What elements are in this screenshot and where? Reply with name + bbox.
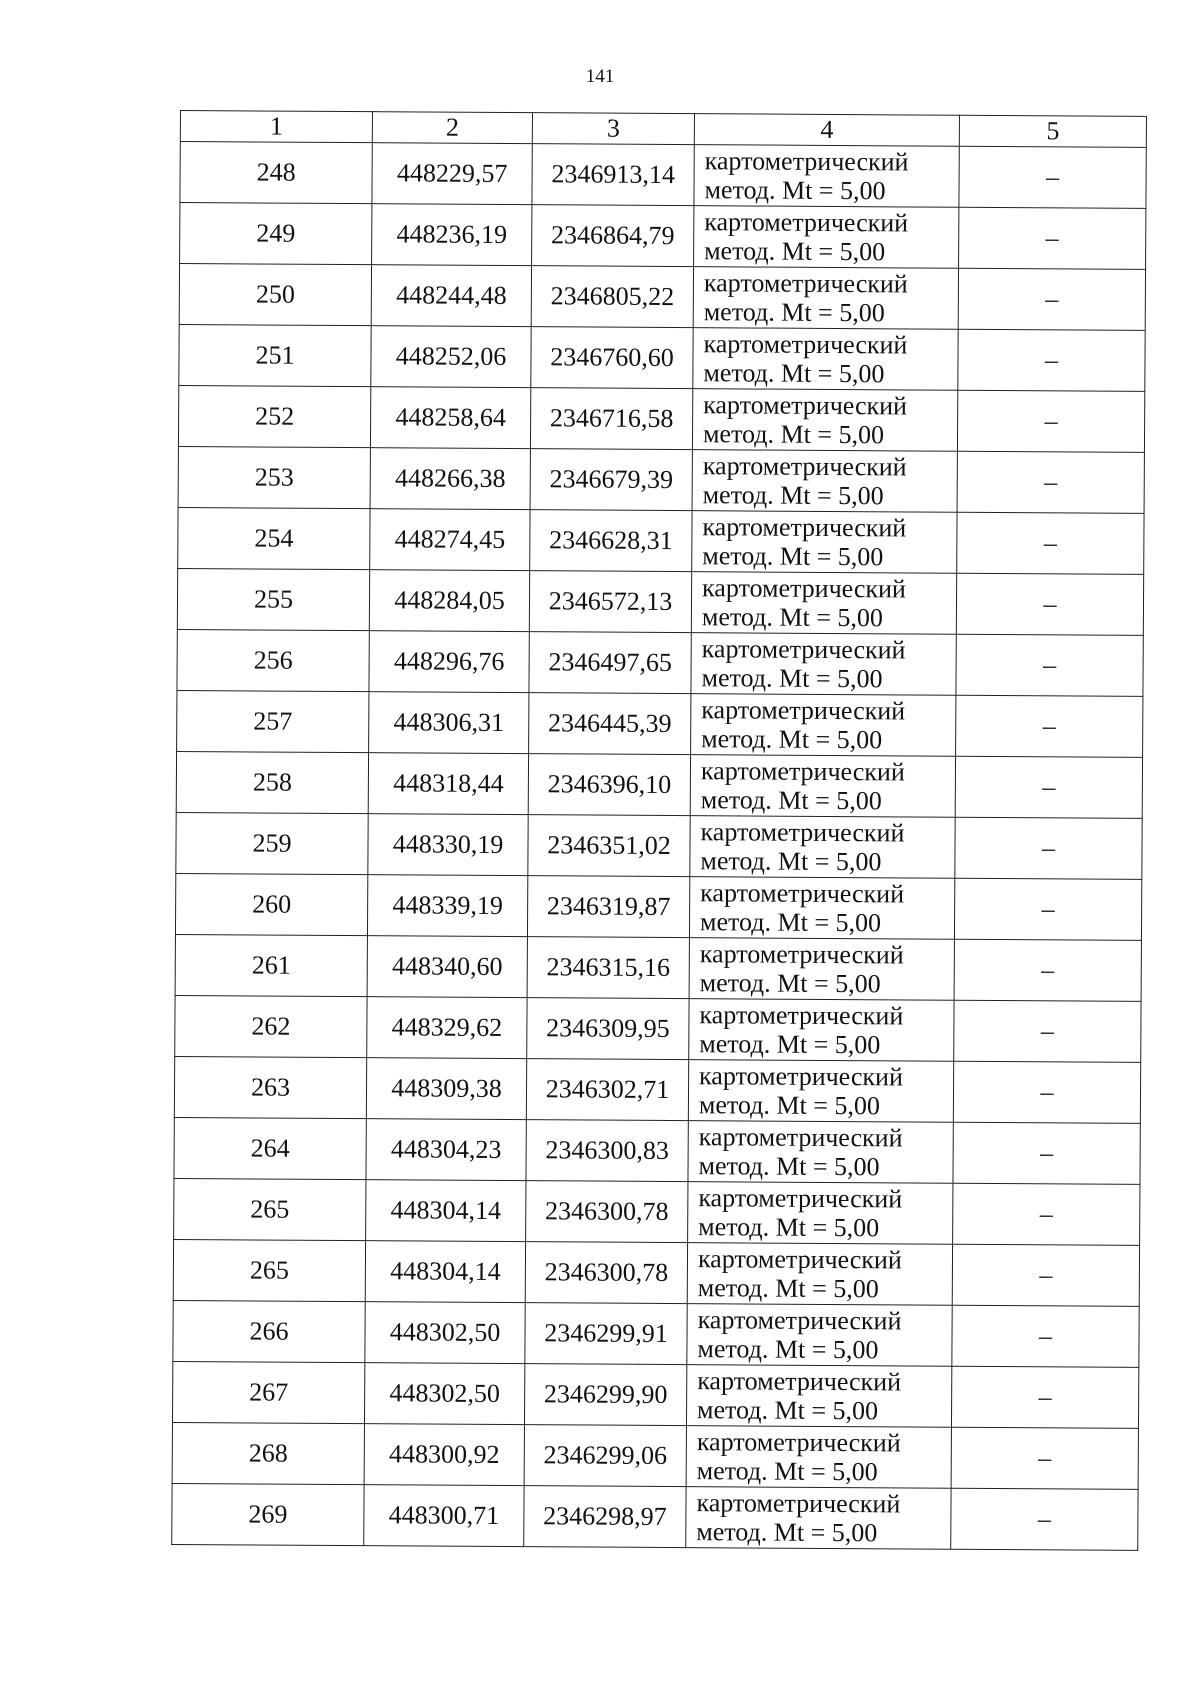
y-coordinate-cell: 2346864,79 [532, 205, 694, 267]
point-number-cell: 259 [176, 812, 368, 874]
method-cell [686, 1487, 951, 1550]
note-cell: – [951, 1488, 1138, 1550]
method-cell [689, 999, 954, 1062]
y-coordinate-cell: 2346298,97 [524, 1486, 686, 1548]
method-line-2: метод. Mt = 5,00 [704, 175, 886, 206]
note-cell: – [957, 451, 1144, 513]
table-row [173, 1239, 1139, 1306]
table-row [178, 446, 1144, 513]
table-row [179, 324, 1145, 391]
table-row [174, 1178, 1140, 1245]
x-coordinate-cell: 448302,50 [364, 1363, 524, 1425]
point-number-cell: 267 [172, 1361, 364, 1423]
method-line-2: метод. Mt = 5,00 [700, 785, 882, 816]
method-cell [691, 694, 956, 757]
point-number-cell: 254 [178, 507, 370, 569]
header-cell-3: 3 [532, 113, 694, 145]
method-line-1: картометрический [702, 451, 907, 482]
method-line-1: картометрический [698, 1122, 903, 1153]
method-line-2: метод. Mt = 5,00 [703, 297, 885, 328]
table-row [175, 995, 1141, 1062]
y-coordinate-cell: 2346299,90 [524, 1364, 686, 1426]
point-number-cell: 255 [177, 568, 369, 630]
method-cell [692, 511, 957, 574]
point-number-cell: 264 [174, 1117, 366, 1179]
method-cell [690, 816, 955, 879]
point-number-cell: 249 [180, 203, 372, 265]
method-line-1: картометрический [703, 268, 908, 299]
point-number-cell: 257 [177, 690, 369, 752]
method-line-2: метод. Mt = 5,00 [697, 1273, 879, 1304]
table-row [178, 507, 1144, 574]
method-line-2: метод. Mt = 5,00 [698, 1090, 881, 1121]
note-cell: – [953, 1061, 1140, 1123]
x-coordinate-cell: 448309,38 [366, 1058, 526, 1120]
y-coordinate-cell: 2346445,39 [529, 693, 691, 755]
x-coordinate-cell: 448296,76 [369, 631, 529, 693]
method-line-2: метод. Mt = 5,00 [699, 907, 882, 938]
method-cell [692, 389, 957, 452]
table-row [179, 264, 1145, 331]
y-coordinate-cell: 2346319,87 [527, 876, 689, 938]
method-line-1: картометрический [702, 573, 906, 604]
y-coordinate-cell: 2346760,60 [531, 327, 693, 389]
note-cell: – [958, 268, 1145, 330]
note-cell: – [951, 1366, 1138, 1428]
y-coordinate-cell: 2346497,65 [529, 632, 691, 694]
note-cell: – [957, 512, 1144, 574]
x-coordinate-cell: 448306,31 [369, 692, 529, 754]
table-row [176, 812, 1142, 879]
x-coordinate-cell: 448318,44 [368, 753, 528, 815]
x-coordinate-cell: 448304,14 [365, 1241, 525, 1303]
y-coordinate-cell: 2346300,78 [525, 1242, 687, 1304]
method-line-2: метод. Mt = 5,00 [696, 1456, 878, 1487]
table-row [177, 629, 1143, 696]
point-number-cell: 263 [174, 1056, 366, 1118]
note-cell: – [953, 1183, 1140, 1245]
note-cell: – [956, 573, 1143, 635]
note-cell: – [954, 1000, 1141, 1062]
y-coordinate-cell: 2346716,58 [530, 388, 692, 450]
x-coordinate-cell: 448329,62 [367, 997, 527, 1059]
method-line-2: метод. Mt = 5,00 [701, 724, 883, 755]
x-coordinate-cell: 448302,50 [365, 1302, 525, 1364]
table-row [173, 1300, 1139, 1367]
y-coordinate-cell: 2346302,71 [526, 1059, 688, 1121]
method-cell [686, 1426, 951, 1489]
y-coordinate-cell: 2346309,95 [527, 998, 689, 1060]
method-line-1: картометрический [699, 1061, 904, 1092]
y-coordinate-cell: 2346315,16 [527, 937, 689, 999]
method-cell [691, 572, 956, 635]
method-line-1: картометрический [699, 939, 904, 970]
header-cell-5: 5 [959, 115, 1146, 147]
method-cell [689, 938, 954, 1001]
method-line-2: метод. Mt = 5,00 [698, 1151, 880, 1182]
coordinates-table [171, 110, 1147, 1551]
method-line-2: метод. Mt = 5,00 [702, 419, 885, 450]
note-cell: – [958, 329, 1145, 391]
table-row [175, 873, 1141, 940]
table-row [176, 751, 1142, 818]
point-number-cell: 262 [175, 995, 367, 1057]
header-cell-2: 2 [372, 112, 532, 144]
x-coordinate-cell: 448258,64 [370, 387, 530, 449]
note-cell: – [959, 146, 1146, 208]
method-line-1: картометрический [702, 512, 907, 543]
x-coordinate-cell: 448339,19 [367, 875, 527, 937]
x-coordinate-cell: 448229,57 [372, 143, 532, 205]
point-number-cell: 252 [178, 385, 370, 447]
point-number-cell: 265 [174, 1178, 366, 1240]
method-line-2: метод. Mt = 5,00 [704, 236, 886, 267]
point-number-cell: 266 [173, 1300, 365, 1362]
x-coordinate-cell: 448304,14 [366, 1180, 526, 1242]
method-cell [687, 1304, 952, 1367]
table-row [177, 690, 1143, 757]
table-row [180, 203, 1146, 270]
note-cell: – [954, 939, 1141, 1001]
method-cell [688, 1182, 953, 1245]
method-line-2: метод. Mt = 5,00 [699, 968, 881, 999]
x-coordinate-cell: 448244,48 [371, 265, 531, 327]
method-line-2: метод. Mt = 5,00 [700, 846, 882, 877]
method-line-1: картометрический [696, 1488, 901, 1519]
method-line-2: метод. Mt = 5,00 [697, 1334, 879, 1365]
method-cell [686, 1365, 951, 1428]
y-coordinate-cell: 2346300,83 [526, 1120, 688, 1182]
x-coordinate-cell: 448236,19 [372, 204, 532, 266]
method-line-1: картометрический [697, 1244, 902, 1275]
point-number-cell: 258 [176, 751, 368, 813]
method-line-1: картометрический [703, 329, 908, 360]
method-line-1: картометрический [700, 756, 905, 787]
y-coordinate-cell: 2346396,10 [528, 754, 690, 816]
method-line-1: картометрический [704, 146, 909, 177]
method-cell [694, 145, 959, 208]
method-line-1: картометрический [700, 817, 905, 848]
method-line-1: картометрический [697, 1305, 902, 1336]
method-line-1: картометрический [700, 878, 905, 909]
method-line-1: картометрический [699, 1000, 904, 1031]
method-line-1: картометрический [697, 1366, 902, 1397]
y-coordinate-cell: 2346299,06 [524, 1425, 686, 1487]
table-row [174, 1117, 1140, 1184]
method-cell [693, 328, 958, 391]
note-cell: – [956, 634, 1143, 696]
table-row [172, 1483, 1138, 1550]
header-cell-4: 4 [694, 114, 959, 147]
note-cell: – [953, 1122, 1140, 1184]
x-coordinate-cell: 448252,06 [371, 326, 531, 388]
table-row [178, 385, 1144, 452]
point-number-cell: 253 [178, 446, 370, 508]
method-line-1: картометрический [701, 634, 906, 665]
table-row [177, 568, 1143, 635]
header-cell-1: 1 [180, 111, 372, 143]
x-coordinate-cell: 448304,23 [366, 1119, 526, 1181]
point-number-cell: 250 [179, 264, 371, 326]
y-coordinate-cell: 2346300,78 [526, 1181, 688, 1243]
method-cell [690, 755, 955, 818]
point-number-cell: 248 [180, 142, 372, 204]
method-cell [691, 633, 956, 696]
method-line-2: метод. Mt = 5,00 [701, 602, 883, 633]
point-number-cell: 265 [173, 1239, 365, 1301]
y-coordinate-cell: 2346299,91 [525, 1303, 687, 1365]
method-cell [688, 1060, 953, 1123]
method-line-2: метод. Mt = 5,00 [702, 480, 884, 511]
y-coordinate-cell: 2346351,02 [528, 815, 690, 877]
note-cell: – [952, 1244, 1139, 1306]
method-cell [688, 1121, 953, 1184]
point-number-cell: 260 [175, 873, 367, 935]
y-coordinate-cell: 2346628,31 [530, 510, 692, 572]
x-coordinate-cell: 448300,71 [364, 1485, 524, 1547]
note-cell: – [957, 390, 1144, 452]
note-cell: – [959, 207, 1146, 269]
method-line-2: метод. Mt = 5,00 [696, 1395, 879, 1426]
method-cell [687, 1243, 952, 1306]
point-number-cell: 256 [177, 629, 369, 691]
x-coordinate-cell: 448330,19 [368, 814, 528, 876]
point-number-cell: 268 [172, 1422, 364, 1484]
x-coordinate-cell: 448340,60 [367, 936, 527, 998]
table-row [172, 1422, 1138, 1489]
method-line-2: метод. Mt = 5,00 [703, 358, 885, 389]
y-coordinate-cell: 2346572,13 [529, 571, 691, 633]
y-coordinate-cell: 2346805,22 [531, 266, 693, 328]
page-number: 141 [585, 66, 615, 87]
method-line-2: метод. Mt = 5,00 [699, 1029, 881, 1060]
method-line-2: метод. Mt = 5,00 [701, 663, 883, 694]
table-row [174, 1056, 1140, 1123]
note-cell: – [954, 878, 1141, 940]
method-cell [693, 267, 958, 330]
note-cell: – [951, 1427, 1138, 1489]
table-row [180, 142, 1146, 209]
y-coordinate-cell: 2346679,39 [530, 449, 692, 511]
table-row [175, 934, 1141, 1001]
y-coordinate-cell: 2346913,14 [532, 144, 694, 206]
note-cell: – [955, 756, 1142, 818]
table-row [172, 1361, 1138, 1428]
point-number-cell: 261 [175, 934, 367, 996]
method-cell [689, 877, 954, 940]
point-number-cell: 269 [172, 1483, 364, 1545]
x-coordinate-cell: 448266,38 [370, 448, 530, 510]
method-line-1: картометрический [703, 390, 908, 421]
note-cell: – [955, 817, 1142, 879]
method-cell [692, 450, 957, 513]
method-cell [694, 206, 959, 269]
method-line-1: картометрический [698, 1183, 903, 1214]
method-line-2: метод. Mt = 5,00 [702, 541, 884, 572]
method-line-2: метод. Mt = 5,00 [698, 1212, 880, 1243]
x-coordinate-cell: 448284,05 [369, 570, 529, 632]
x-coordinate-cell: 448300,92 [364, 1424, 524, 1486]
note-cell: – [956, 695, 1143, 757]
note-cell: – [952, 1305, 1139, 1367]
table-body [172, 142, 1147, 1551]
method-line-1: картометрический [704, 207, 909, 238]
point-number-cell: 251 [179, 324, 371, 386]
method-line-1: картометрический [696, 1427, 901, 1458]
x-coordinate-cell: 448274,45 [370, 509, 530, 571]
method-line-2: метод. Mt = 5,00 [696, 1517, 878, 1548]
method-line-1: картометрический [701, 695, 906, 726]
